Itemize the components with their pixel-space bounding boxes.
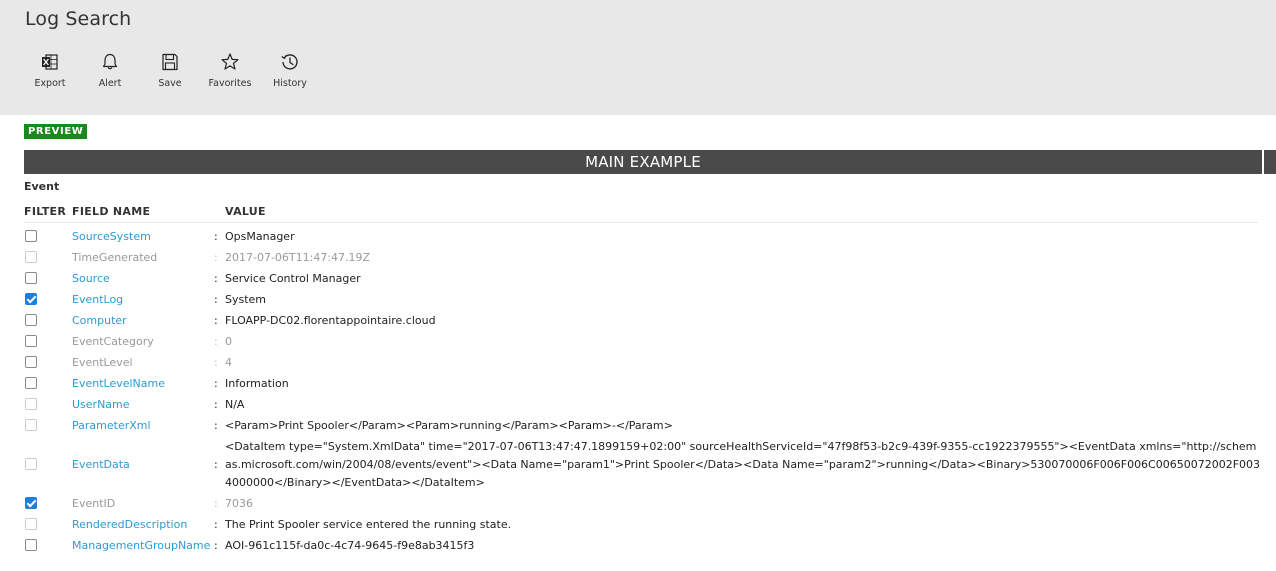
alert-label: Alert — [98, 78, 122, 89]
field-value: N/A — [225, 398, 245, 411]
field-name-link[interactable]: TimeGenerated — [72, 251, 158, 264]
preview-badge: PREVIEW — [24, 124, 87, 139]
field-value: FLOAPP-DC02.florentappointaire.cloud — [225, 314, 436, 327]
field-value: 2017-07-06T11:47:47.19Z — [225, 251, 371, 264]
header-divider — [24, 222, 1258, 223]
save-label: Save — [158, 78, 182, 89]
history-icon — [280, 52, 300, 72]
field-name-link[interactable]: RenderedDescription — [72, 518, 188, 531]
separator: : — [214, 230, 218, 243]
field-row-sourcesystem — [24, 230, 1264, 243]
alert-button[interactable] — [80, 52, 140, 89]
separator: : — [214, 335, 218, 348]
field-value: 4 — [225, 356, 232, 369]
filter-checkbox[interactable] — [25, 398, 37, 410]
separator: : — [214, 419, 218, 432]
value-column-header: VALUE — [225, 205, 266, 218]
field-value: AOI-961c115f-da0c-4c74-9645-f9e8ab3415f3 — [225, 539, 475, 552]
separator: : — [214, 497, 218, 510]
toolbar — [20, 52, 320, 89]
filter-checkbox[interactable] — [25, 419, 37, 431]
field-value: The Print Spooler service entered the running state. — [225, 518, 512, 531]
field-row-eventlog — [24, 293, 1264, 306]
filter-checkbox[interactable] — [25, 497, 37, 509]
field-name-link[interactable]: Source — [72, 272, 110, 285]
field-row-eventcategory — [24, 335, 1264, 348]
floppy-disk-icon — [160, 52, 180, 72]
field-name-link[interactable]: ManagementGroupName — [72, 539, 211, 552]
field-value: Service Control Manager — [225, 272, 361, 285]
field-row-parameterxml — [24, 419, 1264, 432]
excel-export-icon — [40, 52, 60, 72]
filter-checkbox[interactable] — [25, 539, 37, 551]
filter-checkbox[interactable] — [25, 377, 37, 389]
filter-checkbox[interactable] — [25, 230, 37, 242]
history-label: History — [273, 78, 307, 89]
field-row-username — [24, 398, 1264, 411]
filter-checkbox[interactable] — [25, 293, 37, 305]
field-row-eventdata — [24, 438, 1264, 492]
field-name-link[interactable]: EventCategory — [72, 335, 154, 348]
filter-checkbox[interactable] — [25, 314, 37, 326]
filter-checkbox[interactable] — [25, 356, 37, 368]
separator: : — [214, 251, 218, 264]
separator: : — [214, 458, 218, 471]
field-row-eventlevelname — [24, 377, 1264, 390]
separator: : — [214, 272, 218, 285]
filter-checkbox[interactable] — [25, 272, 37, 284]
export-label: Export — [34, 78, 66, 89]
bell-icon — [100, 52, 120, 72]
field-row-source — [24, 272, 1264, 285]
star-icon — [220, 52, 240, 72]
field-name-link[interactable]: EventLevel — [72, 356, 133, 369]
field-value: 0 — [225, 335, 232, 348]
main-example-header: MAIN EXAMPLE — [24, 150, 1262, 174]
field-row-rendereddescription — [24, 518, 1264, 531]
field-value: 7036 — [225, 497, 253, 510]
field-name-link[interactable]: EventID — [72, 497, 116, 510]
field-value: System — [225, 293, 267, 306]
save-button[interactable] — [140, 52, 200, 89]
field-row-eventlevel — [24, 356, 1264, 369]
separator: : — [214, 539, 218, 552]
favorites-button[interactable] — [200, 52, 260, 89]
header-bar — [0, 0, 1276, 115]
filter-checkbox[interactable] — [25, 251, 37, 263]
field-value: Information — [225, 377, 289, 390]
section-title: Event — [24, 180, 60, 193]
field-name-link[interactable]: EventLog — [72, 293, 124, 306]
separator: : — [214, 398, 218, 411]
separator: : — [214, 518, 218, 531]
separator: : — [214, 356, 218, 369]
filter-checkbox[interactable] — [25, 335, 37, 347]
filter-column-header: FILTER — [24, 205, 67, 218]
field-name-link[interactable]: Computer — [72, 314, 127, 327]
field-row-managementgroupname — [24, 539, 1264, 552]
field-name-column-header: FIELD NAME — [72, 205, 151, 218]
field-name-link[interactable]: ParameterXml — [72, 419, 151, 432]
field-name-link[interactable]: SourceSystem — [72, 230, 151, 243]
field-row-computer — [24, 314, 1264, 327]
separator: : — [214, 314, 218, 327]
field-name-link[interactable]: EventData — [72, 458, 130, 471]
field-value: OpsManager — [225, 230, 295, 243]
filter-checkbox[interactable] — [25, 458, 37, 470]
export-button[interactable] — [20, 52, 80, 89]
filter-checkbox[interactable] — [25, 518, 37, 530]
separator: : — [214, 293, 218, 306]
header-bar-edge — [1264, 150, 1276, 174]
field-value: <DataItem type="System.XmlData" time="2017-07-06T13:47:47.1899159+02:00" sourceHealthServiceId="47f98f53-b2c9-439f-9355-cc1922379555"><EventData xmlns="http://schemas.microsoft.com/win/2004/08/events/event"><Data Name="param1">Print Spooler</Data><Data Name="param2">running</Data><Binary>530070006F006F006C00650072002F0034000000</Binary></EventData></DataItem> — [225, 440, 1261, 489]
field-name-link[interactable]: EventLevelName — [72, 377, 166, 390]
page-title: Log Search — [25, 8, 132, 30]
field-row-timegenerated — [24, 251, 1264, 264]
field-value: <Param>Print Spooler</Param><Param>running</Param><Param>-</Param> — [225, 419, 673, 432]
favorites-label: Favorites — [208, 78, 252, 89]
separator: : — [214, 377, 218, 390]
history-button[interactable] — [260, 52, 320, 89]
field-row-eventid — [24, 497, 1264, 510]
field-name-link[interactable]: UserName — [72, 398, 130, 411]
